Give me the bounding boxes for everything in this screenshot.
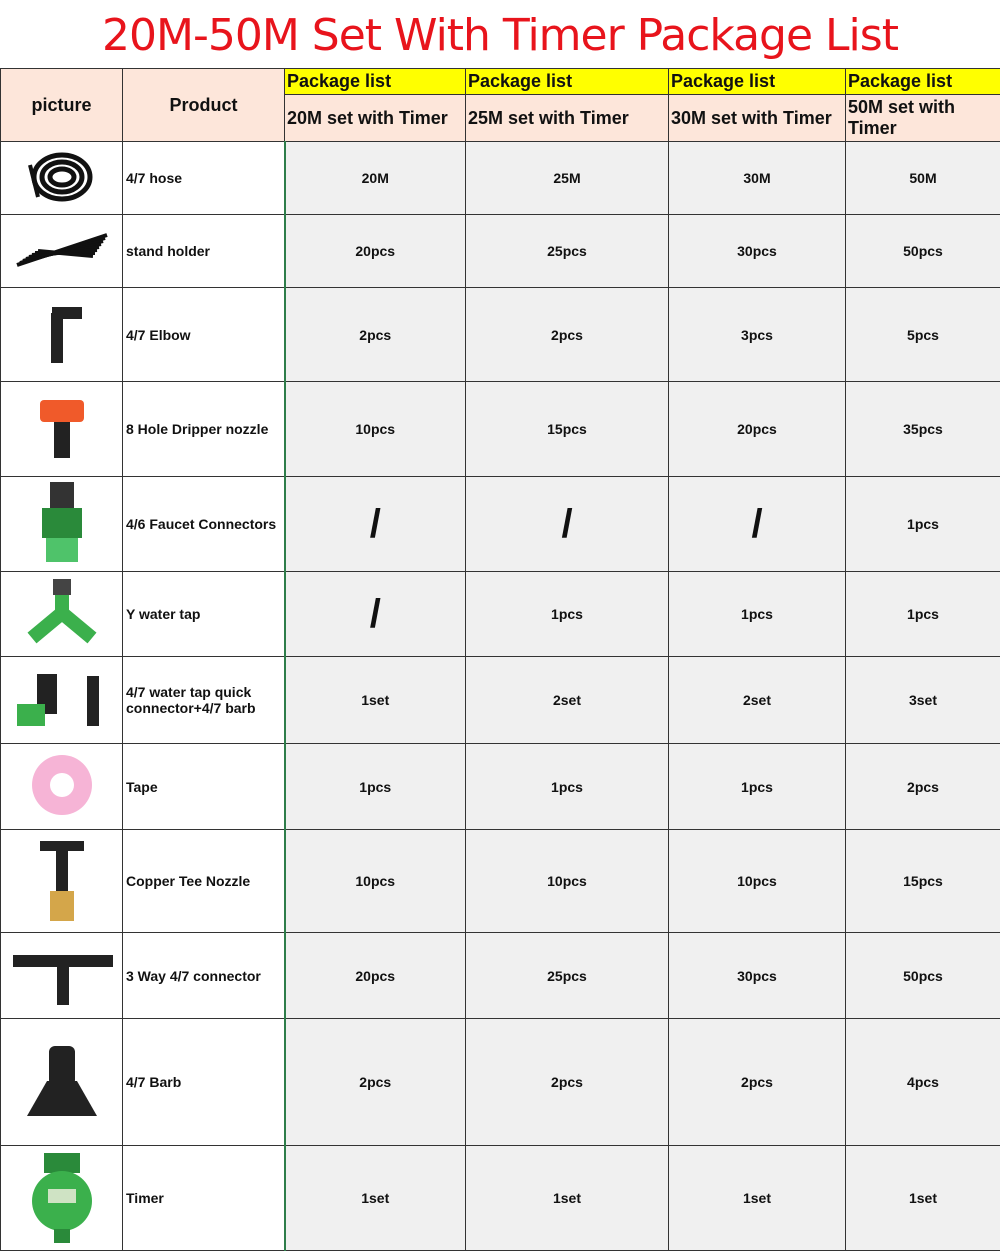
quantity-cell: 1pcs <box>846 572 1000 657</box>
table-row <box>1 288 1000 382</box>
quantity-cell: 10pcs <box>285 830 466 933</box>
product-name: 4/7 water tap quick connector+4/7 barb <box>123 657 285 744</box>
product-name: Y water tap <box>123 572 285 657</box>
header-set-25m: 25M set with Timer <box>466 95 669 142</box>
table-row <box>1 830 1000 933</box>
copper-nozzle-icon <box>32 835 92 928</box>
header-package-list: Package list <box>846 69 1000 95</box>
quantity-cell: 2pcs <box>285 1019 466 1146</box>
table-row <box>1 477 1000 572</box>
quantity-cell: 1set <box>846 1146 1000 1251</box>
quantity-cell: 1pcs <box>669 572 846 657</box>
product-picture <box>1 288 123 382</box>
product-picture <box>1 933 123 1019</box>
page-title: 20M-50M Set With Timer Package List <box>102 10 898 61</box>
quantity-cell: 20pcs <box>285 933 466 1019</box>
table-row <box>1 382 1000 477</box>
quantity-cell: 2pcs <box>466 288 669 382</box>
table-row <box>1 1019 1000 1146</box>
quantity-cell: 30M <box>669 142 846 215</box>
product-name: 4/7 Elbow <box>123 288 285 382</box>
quantity-cell: 15pcs <box>846 830 1000 933</box>
quantity-cell: 1pcs <box>846 477 1000 572</box>
quantity-cell: 20pcs <box>669 382 846 477</box>
dripper-icon <box>32 388 92 471</box>
quantity-cell: 1set <box>285 657 466 744</box>
product-name: Timer <box>123 1146 285 1251</box>
table-row <box>1 142 1000 215</box>
header-product: Product <box>123 69 285 142</box>
quantity-cell: 2pcs <box>285 288 466 382</box>
product-name: Copper Tee Nozzle <box>123 830 285 933</box>
product-picture <box>1 1146 123 1251</box>
table-row <box>1 933 1000 1019</box>
quantity-cell: 10pcs <box>669 830 846 933</box>
elbow-icon <box>32 293 92 376</box>
quantity-cell: 2pcs <box>466 1019 669 1146</box>
quantity-cell: / <box>285 572 466 657</box>
quantity-cell: 1set <box>466 1146 669 1251</box>
quantity-cell: 1set <box>669 1146 846 1251</box>
quantity-cell: 1pcs <box>466 572 669 657</box>
quantity-cell: 10pcs <box>466 830 669 933</box>
table-row <box>1 1146 1000 1251</box>
product-name: Tape <box>123 744 285 830</box>
timer-icon <box>22 1149 102 1247</box>
quantity-cell: 1set <box>285 1146 466 1251</box>
quantity-cell: 25pcs <box>466 933 669 1019</box>
barb-icon <box>17 1036 107 1129</box>
product-name: 4/7 hose <box>123 142 285 215</box>
table-row <box>1 215 1000 288</box>
header-set-50m: 50M set with Timer <box>846 95 1000 142</box>
quantity-cell: 3set <box>846 657 1000 744</box>
product-name: 8 Hole Dripper nozzle <box>123 382 285 477</box>
product-name: 4/7 Barb <box>123 1019 285 1146</box>
header-picture: picture <box>1 69 123 142</box>
header-set-30m: 30M set with Timer <box>669 95 846 142</box>
quantity-cell: 25M <box>466 142 669 215</box>
table-row <box>1 657 1000 744</box>
quantity-cell: 20pcs <box>285 215 466 288</box>
header-package-list: Package list <box>285 69 466 95</box>
header-package-list: Package list <box>466 69 669 95</box>
quantity-cell: 4pcs <box>846 1019 1000 1146</box>
package-table <box>0 68 1000 1251</box>
quantity-cell: 1pcs <box>285 744 466 830</box>
quantity-cell: 2set <box>466 657 669 744</box>
faucet-connector-icon <box>32 478 92 571</box>
product-picture <box>1 382 123 477</box>
quantity-cell: 1pcs <box>669 744 846 830</box>
header-set-20m: 20M set with Timer <box>285 95 466 142</box>
product-name: 4/6 Faucet Connectors <box>123 477 285 572</box>
stand-holder-icon <box>7 225 117 278</box>
header-package-list: Package list <box>669 69 846 95</box>
quantity-cell: 50M <box>846 142 1000 215</box>
product-name: stand holder <box>123 215 285 288</box>
quantity-cell: 35pcs <box>846 382 1000 477</box>
quantity-cell: 20M <box>285 142 466 215</box>
quantity-cell: / <box>285 477 466 572</box>
quantity-cell: 3pcs <box>669 288 846 382</box>
quantity-cell: / <box>669 477 846 572</box>
quantity-cell: 2set <box>669 657 846 744</box>
y-tap-icon <box>17 573 107 656</box>
product-picture <box>1 477 123 572</box>
quantity-cell: 25pcs <box>466 215 669 288</box>
quantity-cell: 2pcs <box>846 744 1000 830</box>
quantity-cell: 2pcs <box>669 1019 846 1146</box>
product-picture <box>1 657 123 744</box>
table-row <box>1 572 1000 657</box>
product-name: 3 Way 4/7 connector <box>123 933 285 1019</box>
table-row <box>1 744 1000 830</box>
hose-coil-icon <box>22 147 102 210</box>
quantity-cell: 10pcs <box>285 382 466 477</box>
quantity-cell: 1pcs <box>466 744 669 830</box>
tape-icon <box>22 750 102 823</box>
quick-connector-icon <box>7 664 117 737</box>
quantity-cell: 15pcs <box>466 382 669 477</box>
product-picture <box>1 744 123 830</box>
tee-connector-icon <box>7 939 117 1012</box>
product-picture <box>1 572 123 657</box>
product-picture <box>1 1019 123 1146</box>
quantity-cell: 50pcs <box>846 215 1000 288</box>
quantity-cell: 50pcs <box>846 933 1000 1019</box>
product-picture <box>1 142 123 215</box>
quantity-cell: / <box>466 477 669 572</box>
product-picture <box>1 215 123 288</box>
quantity-cell: 5pcs <box>846 288 1000 382</box>
quantity-cell: 30pcs <box>669 215 846 288</box>
product-picture <box>1 830 123 933</box>
quantity-cell: 30pcs <box>669 933 846 1019</box>
